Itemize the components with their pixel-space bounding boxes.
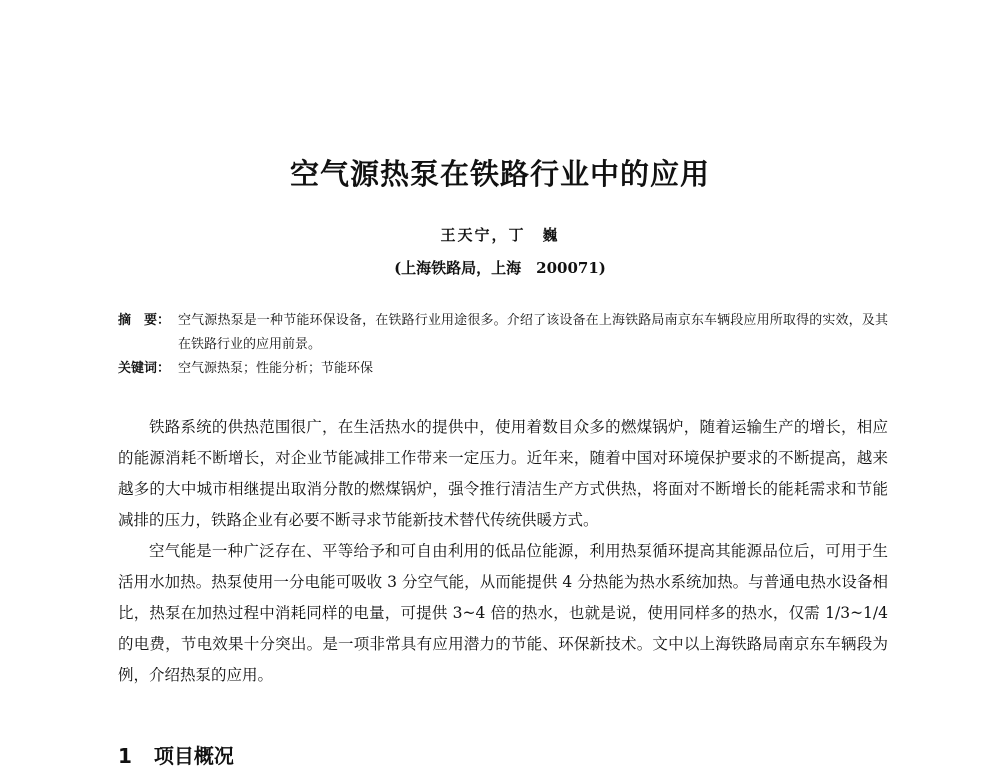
affiliation: (上海铁路局，上海 200071)	[394, 259, 606, 277]
keywords-label: 关键词：	[118, 361, 171, 376]
body-paragraph: 空气能是一种广泛存在、平等给予和可自由利用的低品位能源，利用热泵循环提高其能源品位后，可用于生活用水加热。热泵使用一分电能可吸收 3 分空气能，从而能提供 4 分热能为热水系统加热。与普通电热水设备相比，热泵在加热过程中消耗同样的电量，可提供 3~4 倍的热水，也就是说，使用同样多的热水，仅需 1/3~1/4 的电费，节电效果十分突出。是一项非常具有应用潜力的节能、环保新技术。文中以上海铁路局南京东车辆段为例，介绍热泵的应用。	[118, 542, 888, 684]
keywords-row	[118, 357, 888, 381]
authors: 王天宁，丁 巍	[440, 226, 560, 244]
section-title: 项目概况	[153, 744, 234, 768]
abstract-block	[118, 309, 888, 381]
keywords-text: 空气源热泵；性能分析；节能环保	[178, 361, 374, 376]
abstract-text: 空气源热泵是一种节能环保设备，在铁路行业用途很多。介绍了该设备在上海铁路局南京东车辆段应用所取得的实效，及其在铁路行业的应用前景。	[178, 313, 888, 352]
section-heading	[118, 740, 234, 769]
abstract-row	[118, 309, 888, 357]
abstract-label: 摘 要：	[118, 313, 171, 328]
section-number: 1	[118, 744, 132, 768]
body-text	[118, 412, 888, 691]
body-paragraph: 铁路系统的供热范围很广，在生活热水的提供中，使用着数目众多的燃煤锅炉，随着运输生产的增长，相应的能源消耗不断增长，对企业节能减排工作带来一定压力。近年来，随着中国对环境保护要求的不断提高，越来越多的大中城市相继提出取消分散的燃煤锅炉，强令推行清洁生产方式供热，将面对不断增长的能耗需求和节能减排的压力，铁路企业有必要不断寻求节能新技术替代传统供暖方式。	[118, 418, 888, 529]
paper-title: 空气源热泵在铁路行业中的应用	[289, 157, 710, 191]
